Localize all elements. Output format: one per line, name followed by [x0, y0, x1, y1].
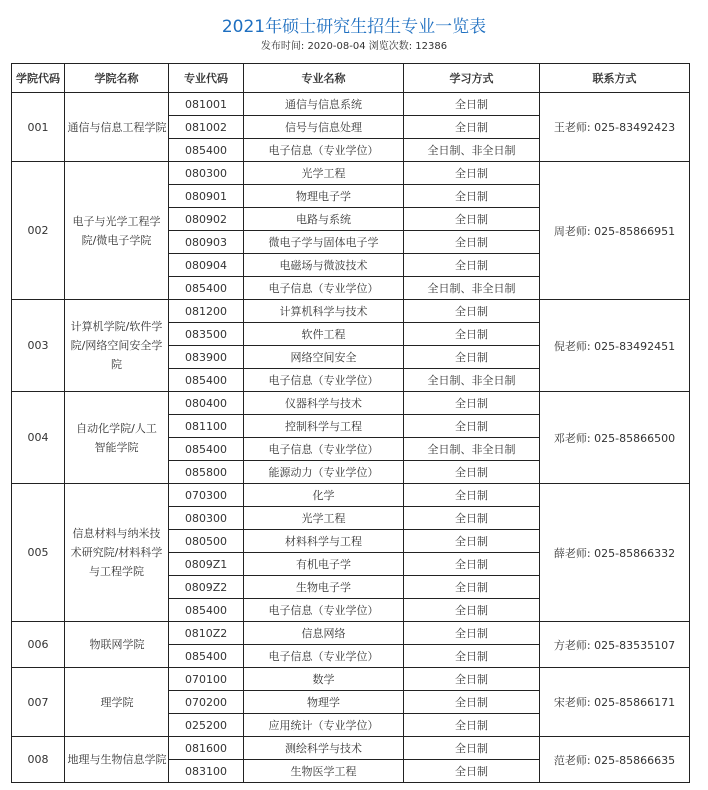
study-mode: 全日制: [404, 231, 540, 254]
contact-info: 方老师: 025-83535107: [540, 622, 690, 668]
study-mode: 全日制: [404, 484, 540, 507]
table-header: [12, 64, 690, 93]
contact-info: 薛老师: 025-85866332: [540, 484, 690, 622]
program-name: 信号与信息处理: [244, 116, 404, 139]
program-name: 电磁场与微波技术: [244, 254, 404, 277]
program-code: 083500: [169, 323, 244, 346]
school-name: [65, 484, 169, 622]
program-name: 电路与系统: [244, 208, 404, 231]
program-name: 生物电子学: [244, 576, 404, 599]
program-code: 081002: [169, 116, 244, 139]
program-name: 电子信息（专业学位）: [244, 277, 404, 300]
school-name-text: 信息材料与纳米技术研究院/材料科学与工程学院: [70, 527, 163, 578]
program-code: 081001: [169, 93, 244, 116]
program-name: 控制科学与工程: [244, 415, 404, 438]
col-program-code: 专业代码: [169, 64, 244, 93]
program-code: 025200: [169, 714, 244, 737]
program-name: 电子信息（专业学位）: [244, 369, 404, 392]
program-code: 080400: [169, 392, 244, 415]
program-code: 080500: [169, 530, 244, 553]
program-code: 083100: [169, 760, 244, 783]
study-mode: 全日制: [404, 760, 540, 783]
program-code: 080903: [169, 231, 244, 254]
program-name: 数学: [244, 668, 404, 691]
contact-info: 宋老师: 025-85866171: [540, 668, 690, 737]
school-name: [65, 737, 169, 783]
table-row: [12, 668, 690, 691]
school-name: [65, 300, 169, 392]
school-code: 004: [12, 392, 65, 484]
table-body: [12, 93, 690, 783]
school-name: [65, 162, 169, 300]
school-name-text: 自动化学院/人工智能学院: [76, 421, 157, 454]
study-mode: 全日制: [404, 530, 540, 553]
page-title: 2021年硕士研究生招生专业一览表: [221, 17, 487, 37]
school-name-text: 地理与生物信息学院: [67, 753, 167, 766]
school-code: 008: [12, 737, 65, 783]
program-table: [11, 63, 690, 783]
school-name: [65, 622, 169, 668]
study-mode: 全日制: [404, 346, 540, 369]
program-code: 080902: [169, 208, 244, 231]
program-name: 光学工程: [244, 162, 404, 185]
publish-meta: 发布时间: 2020-08-04 浏览次数: 12386: [260, 41, 448, 52]
program-code: 085400: [169, 139, 244, 162]
table-row: [12, 300, 690, 323]
study-mode: 全日制: [404, 254, 540, 277]
contact-info: 王老师: 025-83492423: [540, 93, 690, 162]
program-name: 化学: [244, 484, 404, 507]
program-name: 信息网络: [244, 622, 404, 645]
program-code: 080904: [169, 254, 244, 277]
school-name-text: 理学院: [100, 695, 134, 709]
study-mode: 全日制: [404, 691, 540, 714]
study-mode: 全日制: [404, 93, 540, 116]
program-code: 085800: [169, 461, 244, 484]
program-code: 0810Z2: [169, 622, 244, 645]
program-name: 物理学: [244, 691, 404, 714]
col-study-mode: 学习方式: [404, 64, 540, 93]
program-code: 080300: [169, 162, 244, 185]
program-name: 应用统计（专业学位）: [244, 714, 404, 737]
program-code: 080901: [169, 185, 244, 208]
program-name: 电子信息（专业学位）: [244, 645, 404, 668]
study-mode: 全日制: [404, 415, 540, 438]
study-mode: 全日制: [404, 392, 540, 415]
school-code: 006: [12, 622, 65, 668]
study-mode: 全日制: [404, 714, 540, 737]
table-row: [12, 93, 690, 116]
table-row: [12, 484, 690, 507]
contact-info: 周老师: 025-85866951: [540, 162, 690, 300]
program-code: 081200: [169, 300, 244, 323]
program-name: 有机电子学: [244, 553, 404, 576]
school-name-text: 电子与光学工程学院/微电子学院: [72, 214, 161, 247]
contact-info: 倪老师: 025-83492451: [540, 300, 690, 392]
program-code: 085400: [169, 277, 244, 300]
program-code: 080300: [169, 507, 244, 530]
study-mode: 全日制: [404, 323, 540, 346]
study-mode: 全日制: [404, 576, 540, 599]
program-name: 仪器科学与技术: [244, 392, 404, 415]
col-school-name: 学院名称: [65, 64, 169, 93]
program-code: 085400: [169, 645, 244, 668]
program-name: 电子信息（专业学位）: [244, 438, 404, 461]
study-mode: 全日制: [404, 208, 540, 231]
contact-info: 范老师: 025-85866635: [540, 737, 690, 783]
school-name-text: 物联网学院: [89, 638, 145, 651]
study-mode: 全日制: [404, 553, 540, 576]
study-mode: 全日制: [404, 622, 540, 645]
study-mode: 全日制: [404, 668, 540, 691]
program-name: 网络空间安全: [244, 346, 404, 369]
program-code: 070100: [169, 668, 244, 691]
study-mode: 全日制、非全日制: [404, 139, 540, 162]
school-code: 001: [12, 93, 65, 162]
program-name: 计算机科学与技术: [244, 300, 404, 323]
study-mode: 全日制: [404, 162, 540, 185]
program-code: 0809Z1: [169, 553, 244, 576]
program-name: 物理电子学: [244, 185, 404, 208]
program-name: 能源动力（专业学位）: [244, 461, 404, 484]
school-code: 003: [12, 300, 65, 392]
school-code: 005: [12, 484, 65, 622]
program-name: 光学工程: [244, 507, 404, 530]
study-mode: 全日制: [404, 300, 540, 323]
school-name-text: 通信与信息工程学院: [67, 120, 167, 134]
program-code: 0809Z2: [169, 576, 244, 599]
program-name: 通信与信息系统: [244, 93, 404, 116]
school-name: [65, 392, 169, 484]
program-name: 测绘科学与技术: [244, 737, 404, 760]
program-name: 软件工程: [244, 323, 404, 346]
program-code: 081100: [169, 415, 244, 438]
program-code: 070300: [169, 484, 244, 507]
school-code: 002: [12, 162, 65, 300]
table-row: [12, 737, 690, 760]
school-name-text: 计算机学院/软件学院/网络空间安全学院: [70, 320, 163, 371]
col-contact: 联系方式: [540, 64, 690, 93]
contact-info: 邓老师: 025-85866500: [540, 392, 690, 484]
school-name: [65, 93, 169, 162]
program-code: 083900: [169, 346, 244, 369]
program-code: 085400: [169, 369, 244, 392]
study-mode: 全日制: [404, 116, 540, 139]
table-row: [12, 392, 690, 415]
program-name: 材料科学与工程: [244, 530, 404, 553]
header-row: [12, 64, 690, 93]
program-code: 085400: [169, 599, 244, 622]
program-code: 070200: [169, 691, 244, 714]
table-row: [12, 622, 690, 645]
program-code: 081600: [169, 737, 244, 760]
program-name: 微电子学与固体电子学: [244, 231, 404, 254]
col-program-name: 专业名称: [244, 64, 404, 93]
school-name: [65, 668, 169, 737]
study-mode: 全日制: [404, 185, 540, 208]
school-code: 007: [12, 668, 65, 737]
study-mode: 全日制: [404, 461, 540, 484]
program-code: 085400: [169, 438, 244, 461]
study-mode: 全日制: [404, 737, 540, 760]
study-mode: 全日制、非全日制: [404, 277, 540, 300]
program-name: 电子信息（专业学位）: [244, 139, 404, 162]
study-mode: 全日制、非全日制: [404, 438, 540, 461]
program-name: 电子信息（专业学位）: [244, 599, 404, 622]
study-mode: 全日制、非全日制: [404, 369, 540, 392]
study-mode: 全日制: [404, 507, 540, 530]
study-mode: 全日制: [404, 645, 540, 668]
study-mode: 全日制: [404, 599, 540, 622]
program-name: 生物医学工程: [244, 760, 404, 783]
table-row: [12, 162, 690, 185]
col-school-code: 学院代码: [12, 64, 65, 93]
